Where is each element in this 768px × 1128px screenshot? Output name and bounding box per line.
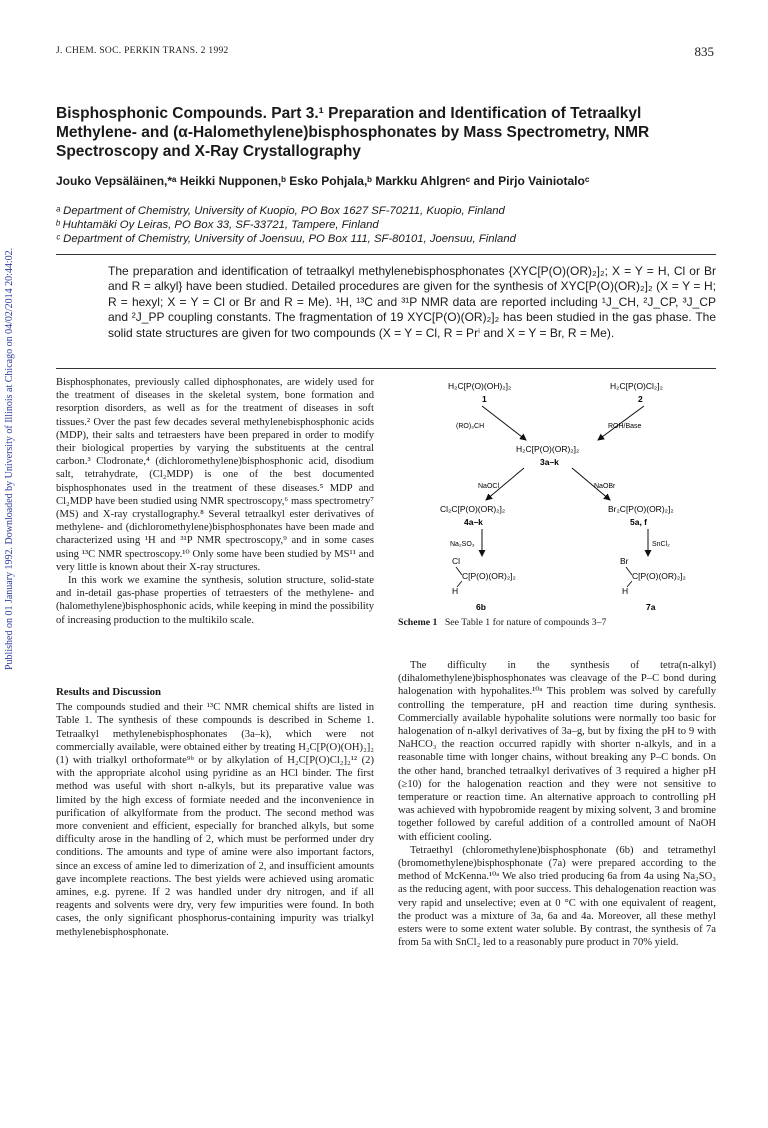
scheme-reagent-6: SnCl₂ <box>652 541 670 548</box>
scheme-compound-2: H₂C[P(O)Cl₂]₂ <box>610 381 663 391</box>
article-authors: Jouko Vepsäläinen,*ᵃ Heikki Nupponen,ᵇ Esko Pohjala,ᵇ Markku Ahlgrenᶜ and Pirjo Vainiotaloᶜ <box>56 174 590 188</box>
scheme-arrow-1-to-3 <box>482 406 526 440</box>
abstract: The preparation and identification of tetraalkyl methylenebisphosphonates {XYC[P(O)(OR)₂]₂; X = Y = H, Cl or Br and R = alkyl} have been studied. Detailed procedures are given for the synthesis of XYC[P(O)(OR)₂]₂ (X = Y = H; R = hexyl; X = Y = Cl or Br and R = Me). ¹H, ¹³C and ³¹P NMR data are reported including ¹J_CH, ²J_CP, ³J_CP and ²J_PP coupling constants. The fragmentation of 19 XYC[P(O)(OR)₂]₂ has been studied in the gas phase. The solid state structures are given for two compounds (X = Y = Cl, R = Prⁱ and X = Y = Br, R = Me). <box>108 264 716 340</box>
scheme-caption <box>398 617 606 628</box>
scheme-hydrogen-6: H <box>452 586 459 596</box>
abstract-top-rule <box>56 254 716 255</box>
intro-paragraph-2: In this work we examine the synthesis, solution structure, solid-state and in-detail gas-phase properties of tetraesters of the methylene- and (halomethylene)bisphosphonic acids, while keeping in mind the possibility of increasing production to the multikilo scale. <box>56 575 374 626</box>
side-note-text: Published on 01 January 1992. Downloaded by University of Illinois at Chicago on 04/02/2014 20:44:02. <box>4 247 15 670</box>
abstract-bottom-rule <box>56 368 716 369</box>
scheme-label-5: 5a, f <box>630 517 648 527</box>
scheme-label-6: 6b <box>476 602 486 612</box>
affiliation-c: ᶜ Department of Chemistry, University of Joensuu, PO Box 111, SF-80101, Joensuu, Finland <box>56 233 516 245</box>
scheme-reagent-1: (RO)₃CH <box>456 423 485 430</box>
results-heading: Results and Discussion <box>56 686 162 698</box>
scheme-label-2: 2 <box>638 394 643 404</box>
affiliations <box>56 204 716 246</box>
scheme-label-4: 4a–k <box>464 517 483 527</box>
scheme-halogen-7: Br <box>620 556 629 566</box>
scheme-caption-label: Scheme 1 <box>398 617 438 628</box>
scheme-group-6: C[P(O)(OR)₂]₂ <box>462 571 516 581</box>
scheme-reagent-4: NaOBr <box>594 483 616 490</box>
scheme-halogen-6: Cl <box>452 556 461 566</box>
page-number: 835 <box>694 44 714 59</box>
intro-paragraph-1: Bisphosphonates, previously called diphosphonates, are widely used for the treatment of diseases in the skeletal system, bone formation and resorption disorders, as well as for the treatment of diseases in soft tissues.² Over the past few decades several methylenebisphosphonic acids (MDP), their salts and tetraesters have been prepared in order to modify their biological properties by varying the substituents at the central carbon.³ Clodronate,⁴ (dichloromethylene)bisphosphonic acid, disodium salt, tetrahydrate, (Cl₂MDP) is one of the best documented bisphosphonates used in the treatment of these diseases.⁵ MDP and Cl₂MDP have been studied using NMR spectroscopy,⁶ mass spectrometry⁷ (MS) and X-ray crystallography.⁸ Several tetraalkyl ester derivatives of methylene- and (dichloromethylene)bisphosphonates have been made and characterized using ¹H and ³¹P NMR spectroscopy,⁹ and in some cases using ¹³C NMR spectroscopy.¹⁰ Only some have been studied by MS¹¹ and very little is known about their X-ray structures. <box>56 377 374 573</box>
scheme-1-diagram <box>398 376 718 638</box>
scheme-label-3: 3a–k <box>540 457 559 467</box>
article-title: Bisphosphonic Compounds. Part 3.¹ Preparation and Identification of Tetraalkyl Methylene- and (α-Halomethylene)bisphosphonates by Mass Spectrometry, NMR Spectroscopy and X-Ray Crystallography <box>56 105 650 160</box>
affiliation-b: ᵇ Huhtamäki Oy Leiras, PO Box 33, SF-33721, Tampere, Finland <box>56 219 379 231</box>
scheme-group-7: C[P(O)(OR)₂]₂ <box>632 571 686 581</box>
scheme-reagent-2: ROH/Base <box>608 423 642 430</box>
right-paragraph-1: The difficulty in the synthesis of tetra(n-alkyl) (dihalomethylene)bisphosphonates was cleavage of the P–C bond during halogenation with hypohalites.¹⁰ᵃ This problem was solved by carefully controlling the temperature, pH and reaction time during synthesis. Commercially available hypohalite solutions were normally too basic for halogenation of n-alkyl derivatives of 3a–g, but by fixing the pH to 9 with NaHCO₃ the reaction occurred rapidly with shorter n-alkyls, and in a reasonable time with longer chains, without breaking any P–C bonds. On the other hand, branched tetraalkyl derivatives of 3 required a higher pH (≥10) for the halogenation reaction and they were not sensitive to temperature or reaction time. An alternative approach to controlling pH was achieved with hypobromide reagent by mixing solvent, 3 and bromine together followed by careful addition of a controlled amount of NaOH with efficient cooling. <box>398 660 716 843</box>
scheme-caption-text: See Table 1 for nature of compounds 3–7 <box>444 617 607 628</box>
scheme-compound-5: Br₂C[P(O)(OR)₂]₂ <box>608 504 674 514</box>
side-note <box>4 30 20 670</box>
scheme-hydrogen-7: H <box>622 586 629 596</box>
running-head: J. CHEM. SOC. PERKIN TRANS. 2 1992 <box>56 46 229 56</box>
affiliation-a: ᵃ Department of Chemistry, University of Kuopio, PO Box 1627 SF-70211, Kuopio, Finland <box>56 205 505 217</box>
scheme-compound-1: H₂C[P(O)(OH)₂]₂ <box>448 381 512 391</box>
scheme-label-1: 1 <box>482 394 487 404</box>
scheme-reagent-5: Na₂SO₃ <box>450 541 475 548</box>
intro-section <box>56 376 374 627</box>
scheme-label-7: 7a <box>646 602 656 612</box>
scheme-compound-4: Cl₂C[P(O)(OR)₂]₂ <box>440 504 506 514</box>
right-paragraph-2: Tetraethyl (chloromethylene)bisphosphonate (6b) and tetramethyl (bromomethylene)bisphosphonate (7a) were prepared according to the method of McKenna.¹⁰ᵃ We also tried producing 6a from 4a using Na₂SO₃ as the reducing agent, with poor success. This dehalogenation reaction was very rapid and unselective; even at 0 °C with one equivalent of reagent, the product was a mixture of 3a, 6a and 4a. Moreover, all these methyl esters were to some extent water soluble. By contrast, the synthesis of 7a from 5a with SnCl₂ led to a reasonably pure product in 70% yield. <box>398 844 716 949</box>
right-column-text <box>398 659 716 949</box>
scheme-reagent-3: NaOCl <box>478 483 500 490</box>
scheme-compound-3: H₂C[P(O)(OR)₂]₂ <box>516 444 580 454</box>
results-paragraph-1: The compounds studied and their ¹³C NMR chemical shifts are listed in Table 1. The synthesis of these compounds is described in Scheme 1. Tetraalkyl methylenebisphosphonates (3a–k), which were not commercially available, were obtained either by treating H₂C[P(O)(OH)₂]₂ (1) with trialkyl orthoformate⁹ᵇ or by alkylation of H₂C[P(O)Cl₂]₂¹² (2) with the appropriate alcohol using pyridine as an HCl binder. The first method was useful with short n-alkyls, but its preparative value was limited by the high excess of formiate needed and the inconvenience in purification of alkylformate from the product. The second method was more convenient and efficient, especially for branched alkyls, but some difficulty arose in the handling of 2, which must be performed under dry conditions. The amounts and type of amine were also important factors, since an excess of amine led to dimerization of 2, and insufficient amounts gave incomplete reactions. The best yields were achieved using aromatic amines, e.g. pyrene. If 2 was handled under dry nitrogen, and if all reagents and solvents were dry, very few impurities were found. In both cases, the only significant phosphorus-containing impurity was trialkyl methylenebisphosphonate. <box>56 702 374 938</box>
results-section <box>56 686 374 939</box>
